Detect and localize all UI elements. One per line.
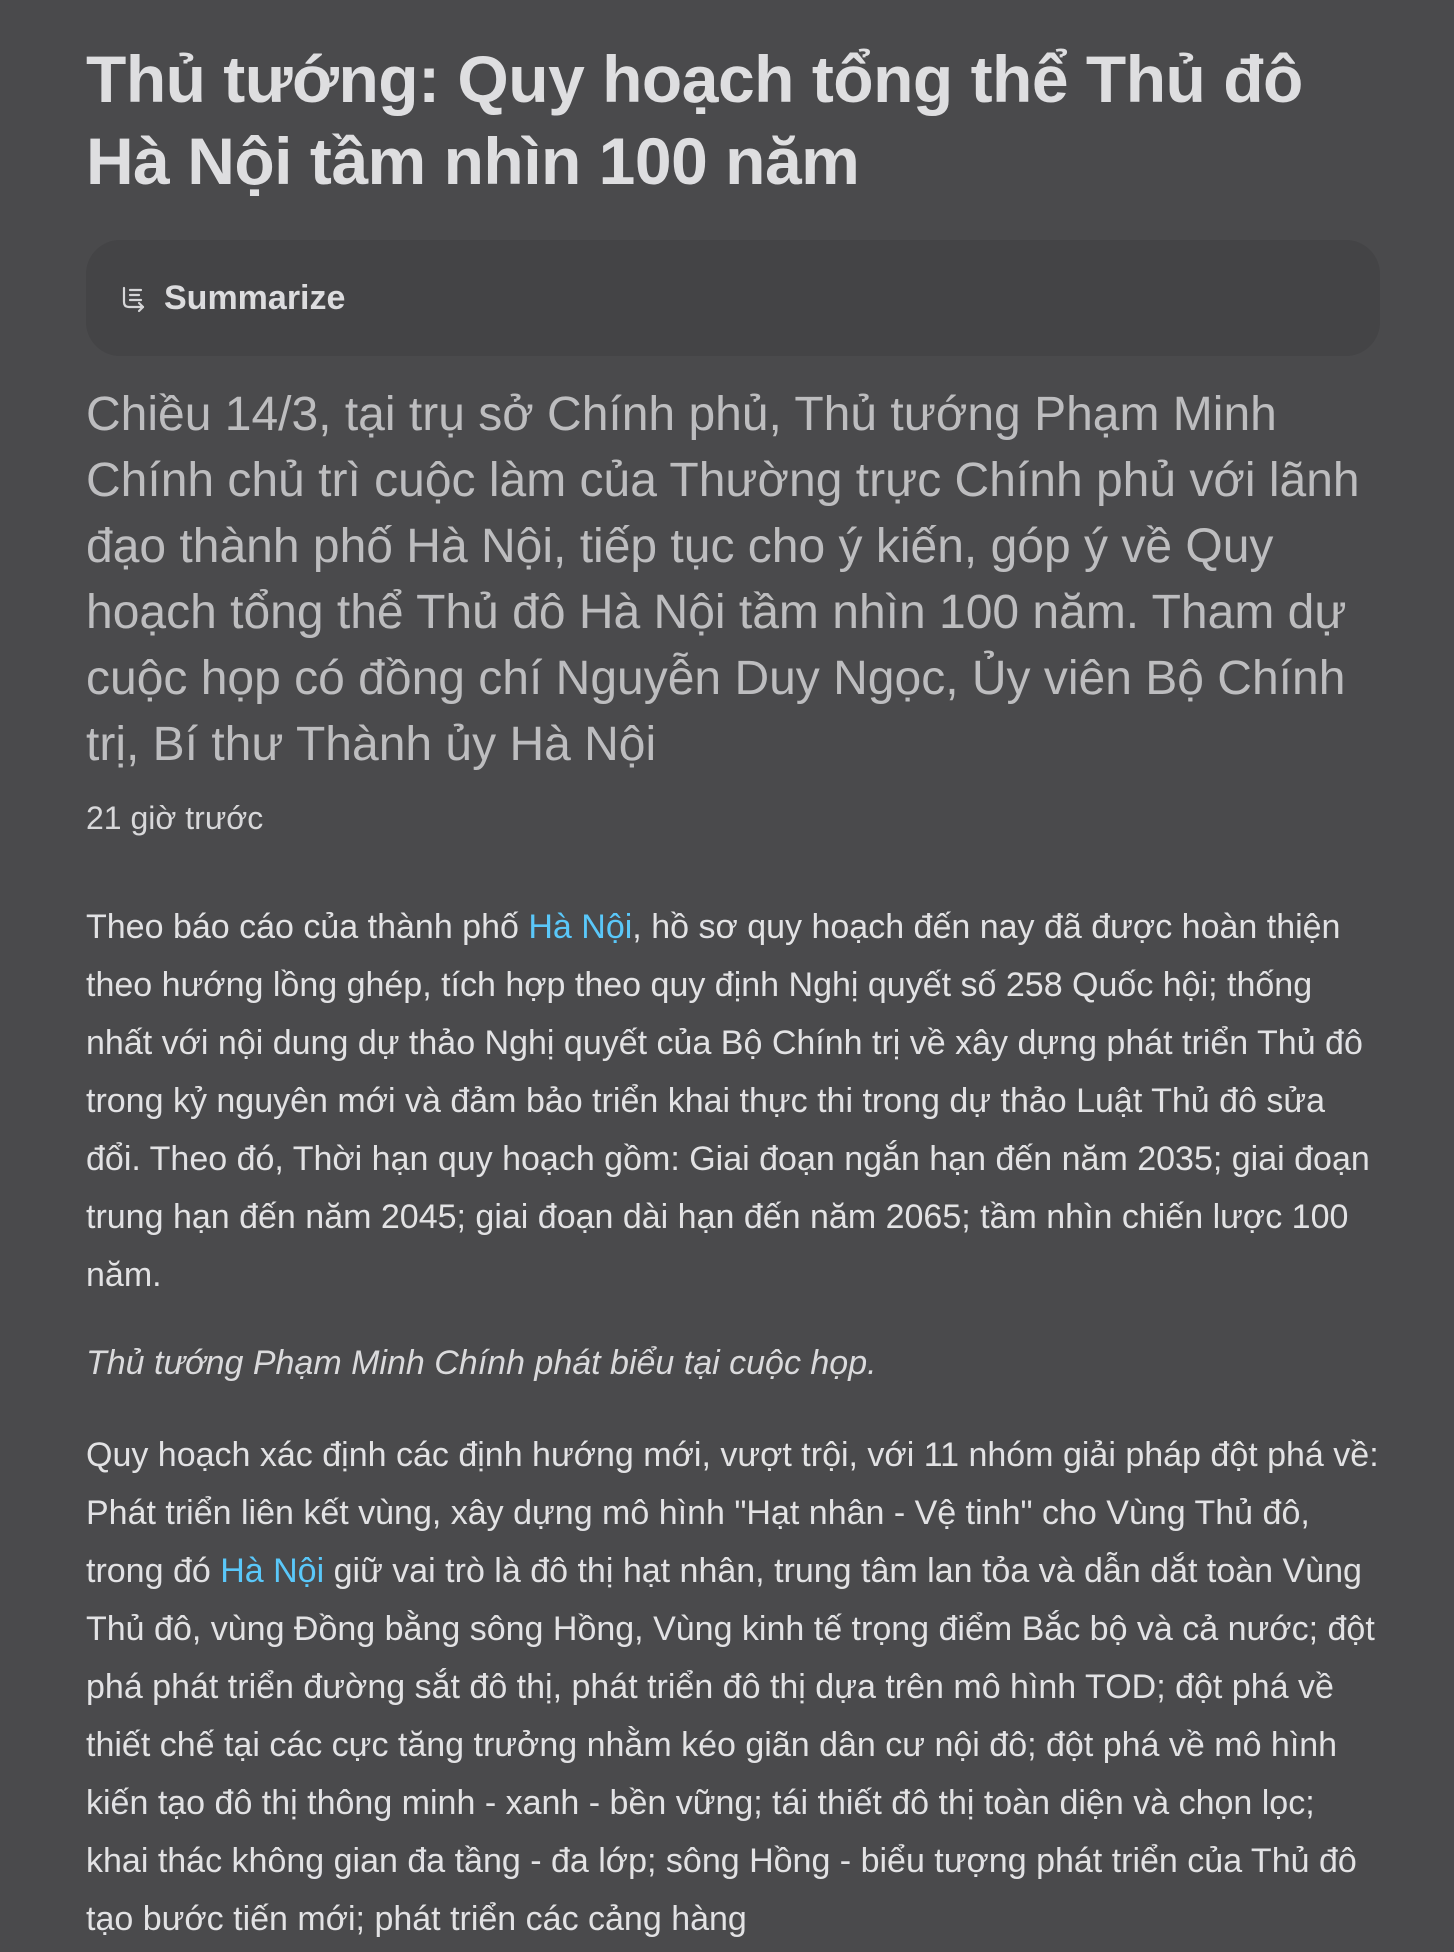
ha-noi-link[interactable]: Hà Nội [528,908,633,946]
summarize-label: Summarize [164,278,346,317]
summarize-button[interactable] [120,279,345,318]
paragraph-text: Theo báo cáo của thành phố [86,908,529,946]
paragraph-text: , hồ sơ quy hoạch đến nay đã được hoàn thiện theo hướng lồng ghép, tích hợp theo quy định Nghị quyết số 258 Quốc hội; thống nhất với nội dung dự thảo Nghị quyết của Bộ Chính trị về xây dựng phát triển Thủ đô trong kỷ nguyên mới và đảm bảo triển khai thực thi trong dự thảo Luật Thủ đô sửa đổi. Theo đó, Thời hạn quy hoạch gồm: Giai đoạn ngắn hạn đến năm 2035; giai đoạn trung hạn đến năm 2045; giai đoạn dài hạn đến năm 2065; tầm nhìn chiến lược 100 năm. [86,908,1370,1294]
article-lead: Chiều 14/3, tại trụ sở Chính phủ, Thủ tướng Phạm Minh Chính chủ trì cuộc làm của Thường trực Chính phủ với lãnh đạo thành phố Hà Nội, tiếp tục cho ý kiến, góp ý về Quy hoạch tổng thể Thủ đô Hà Nội tầm nhìn 100 năm. Tham dự cuộc họp có đồng chí Nguyễn Duy Ngọc, Ủy viên Bộ Chính trị, Bí thư Thành ủy Hà Nội [86,388,1360,771]
summarize-icon [120,283,150,313]
paragraph-text: Quy hoạch xác định các định hướng mới, vượt trội, với 11 nhóm giải pháp đột phá về: Phát triển liên kết vùng, xây dựng mô hình "Hạt nhân - Vệ tinh" cho Vùng Thủ đô, trong đó [86,1436,1379,1590]
article-title: Thủ tướng: Quy hoạch tổng thể Thủ đô Hà Nội tầm nhìn 100 năm [86,42,1303,198]
ha-noi-link[interactable]: Hà Nội [220,1552,325,1590]
article-paragraph [86,898,1380,1304]
published-time: 21 giờ trước [86,800,264,836]
image-caption: Thủ tướng Phạm Minh Chính phát biểu tại cuộc họp. [86,1344,877,1382]
summarize-panel [86,240,1380,356]
article-paragraph [86,1426,1380,1948]
paragraph-text: giữ vai trò là đô thị hạt nhân, trung tâm lan tỏa và dẫn dắt toàn Vùng Thủ đô, vùng Đồng bằng sông Hồng, Vùng kinh tế trọng điểm Bắc bộ và cả nước; đột phá phát triển đường sắt đô thị, phát triển đô thị dựa trên mô hình TOD; đột phá về thiết chế tại các cực tăng trưởng nhằm kéo giãn dân cư nội đô; đột phá về mô hình kiến tạo đô thị thông minh - xanh - bền vững; tái thiết đô thị toàn diện và chọn lọc; khai thác không gian đa tầng - đa lớp; sông Hồng - biểu tượng phát triển của Thủ đô tạo bước tiến mới; phát triển các cảng hàng [86,1552,1375,1938]
